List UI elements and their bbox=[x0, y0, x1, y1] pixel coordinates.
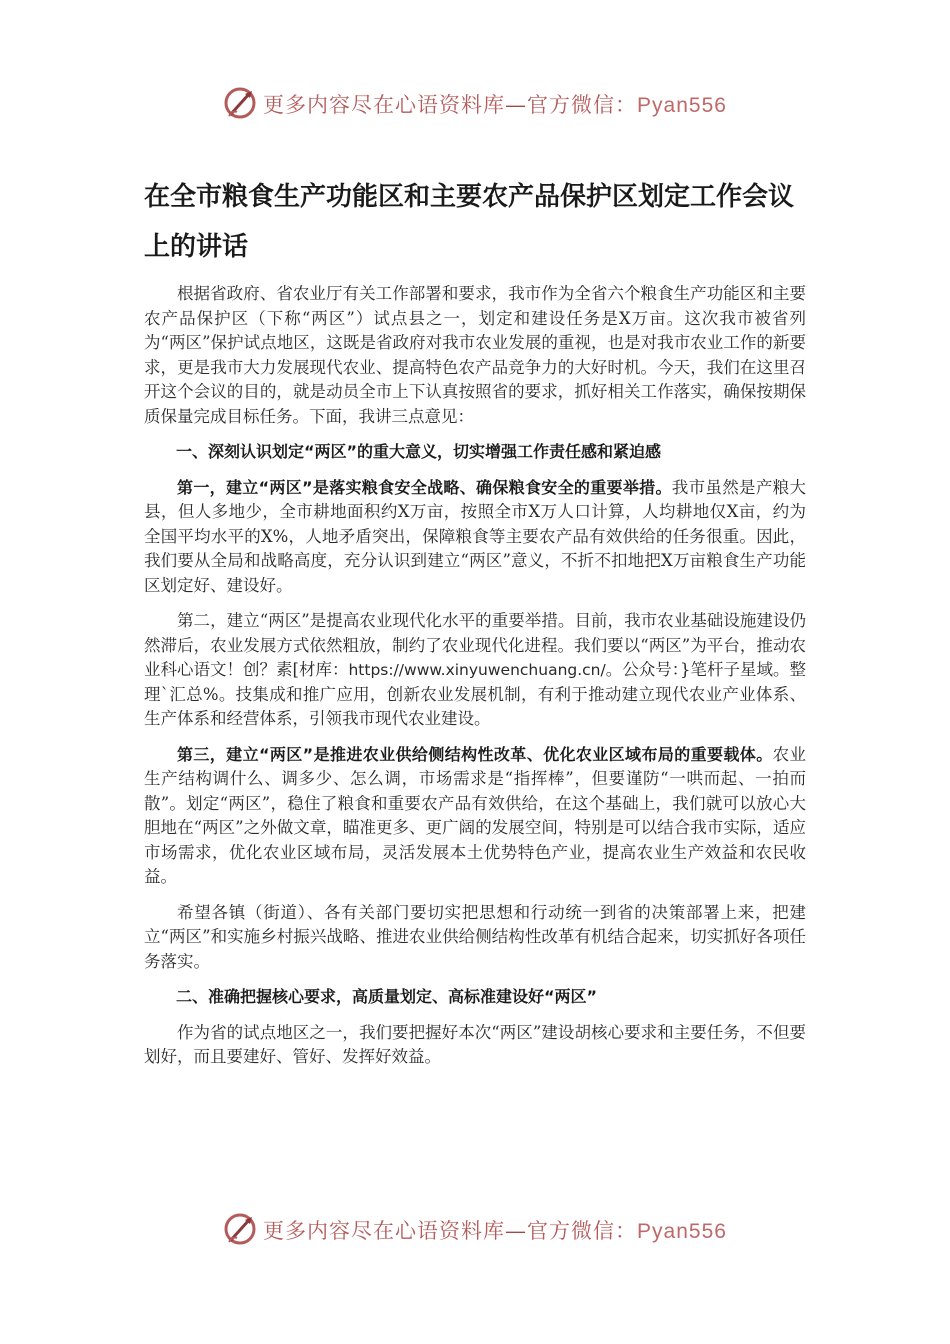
section-heading-2: 二、准确把握核心要求，高质量划定、高标准建设好“两区” bbox=[176, 987, 598, 1006]
banner-separator: — bbox=[505, 93, 528, 117]
banner-text bbox=[263, 1215, 727, 1245]
paragraph-point-3-text: 农业生产结构调什么、调多少、怎么调，市场需求是“指挥棒”，但要谨防“一哄而起、一拍而散”。划定“两区”，稳住了粮食和重要农产品有效供给，在这个基础上，我们就可以放心大胆地在“两区”之外做文章，瞄准更多、更广阔的发展空间，特别是可以结合我市实际，适应市场需求，优化农业区域布局，灵活发展本土优势特色产业，提高农业生产效益和农民收益。 bbox=[144, 744, 806, 886]
header-banner bbox=[0, 82, 950, 126]
document-body bbox=[144, 282, 806, 1081]
paragraph-pilot: 作为省的试点地区之一，我们要把握好本次“两区”建设胡核心要求和主要任务，不但要划好，而且要建好、管好、发挥好效益。 bbox=[144, 1022, 806, 1066]
banner-wechat-label: 官方微信： bbox=[527, 93, 638, 117]
banner-separator: — bbox=[505, 1219, 528, 1243]
paragraph-point-2 bbox=[144, 609, 806, 732]
banner-main-text: 更多内容尽在心语资料库 bbox=[263, 1219, 506, 1243]
document-title: 在全市粮食生产功能区和主要农产品保护区划定工作会议上的讲话 bbox=[144, 182, 795, 262]
pen-logo-icon bbox=[223, 1212, 259, 1248]
paragraph-intro: 根据省政府、省农业厅有关工作部署和要求，我市作为全省六个粮食生产功能区和主要农产品保护区（下称“两区”）试点县之一，划定和建设任务是X万亩。这次我市被省列为“两区”保护试点地区，这既是省政府对我市农业发展的重视，也是对我市农业工作的新要求，更是我市大力发展现代农业、提高特色农产品竞争力的大好时机。今天，我们在这里召开这个会议的目的，就是动员全市上下认真按照省的要求，抓好相关工作落实，确保按期保质保量完成目标任务。下面，我讲三点意见： bbox=[144, 284, 806, 426]
paragraph-point-3 bbox=[144, 743, 806, 890]
paragraph-point-2-text-b: 。公众号：}笔杆子星域。整理`汇总%。技集成和推广应用，创新农业发展机制，有利于推动建立现代农业产业体系、生产体系和经营体系，引领我市现代农业建设。 bbox=[144, 660, 807, 728]
banner-wechat-label: 官方微信： bbox=[527, 1219, 638, 1243]
paragraph-point-1 bbox=[144, 476, 806, 599]
banner-text bbox=[263, 89, 727, 119]
banner-wechat-id: Pyan556 bbox=[637, 94, 727, 117]
pen-logo-icon bbox=[223, 86, 259, 122]
banner-wechat-id: Pyan556 bbox=[637, 1220, 727, 1243]
paragraph-point-1-lead: 第一，建立“两区”是落实粮食安全战略、确保粮食安全的重要举措。 bbox=[177, 477, 672, 497]
paragraph-hope: 希望各镇（街道）、各有关部门要切实把思想和行动统一到省的决策部署上来，把建立“两区”和实施乡村振兴战略、推进农业供给侧结构性改革有机结合起来，切实抓好各项任务落实。 bbox=[144, 902, 806, 971]
section-heading-1: 一、深刻认识划定“两区”的重大意义，切实增强工作责任感和紧迫感 bbox=[176, 442, 662, 461]
paragraph-point-2-text-a: 第二，建立“两区”是提高农业现代化水平的重要举措。目前，我市农业基础设施建设仍然滞后，农业发展方式依然粗放，制约了农业现代化进程。我们要以“两区”为平台，推动农业科心语文！创？素[材库： bbox=[144, 611, 806, 679]
paragraph-point-3-lead: 第三，建立“两区”是推进农业供给侧结构性改革、优化农业区域布局的重要载体。 bbox=[177, 744, 773, 764]
banner-main-text: 更多内容尽在心语资料库 bbox=[263, 93, 506, 117]
paragraph-point-1-text: 我市虽然是产粮大县，但人多地少，全市耕地面积约X万亩，按照全市X万人口计算，人均耕地仅X亩，约为全国平均水平的X%，人地矛盾突出，保障粮食等主要农产品有效供给的任务很重。因此，我们要从全局和战略高度，充分认识到建立“两区”意义，不折不扣地把X万亩粮食生产功能区划定好、建设好。 bbox=[144, 477, 806, 595]
website-link[interactable]: https://www.xinyuwenchuang.cn/ bbox=[348, 661, 606, 679]
footer-banner bbox=[0, 1208, 950, 1252]
